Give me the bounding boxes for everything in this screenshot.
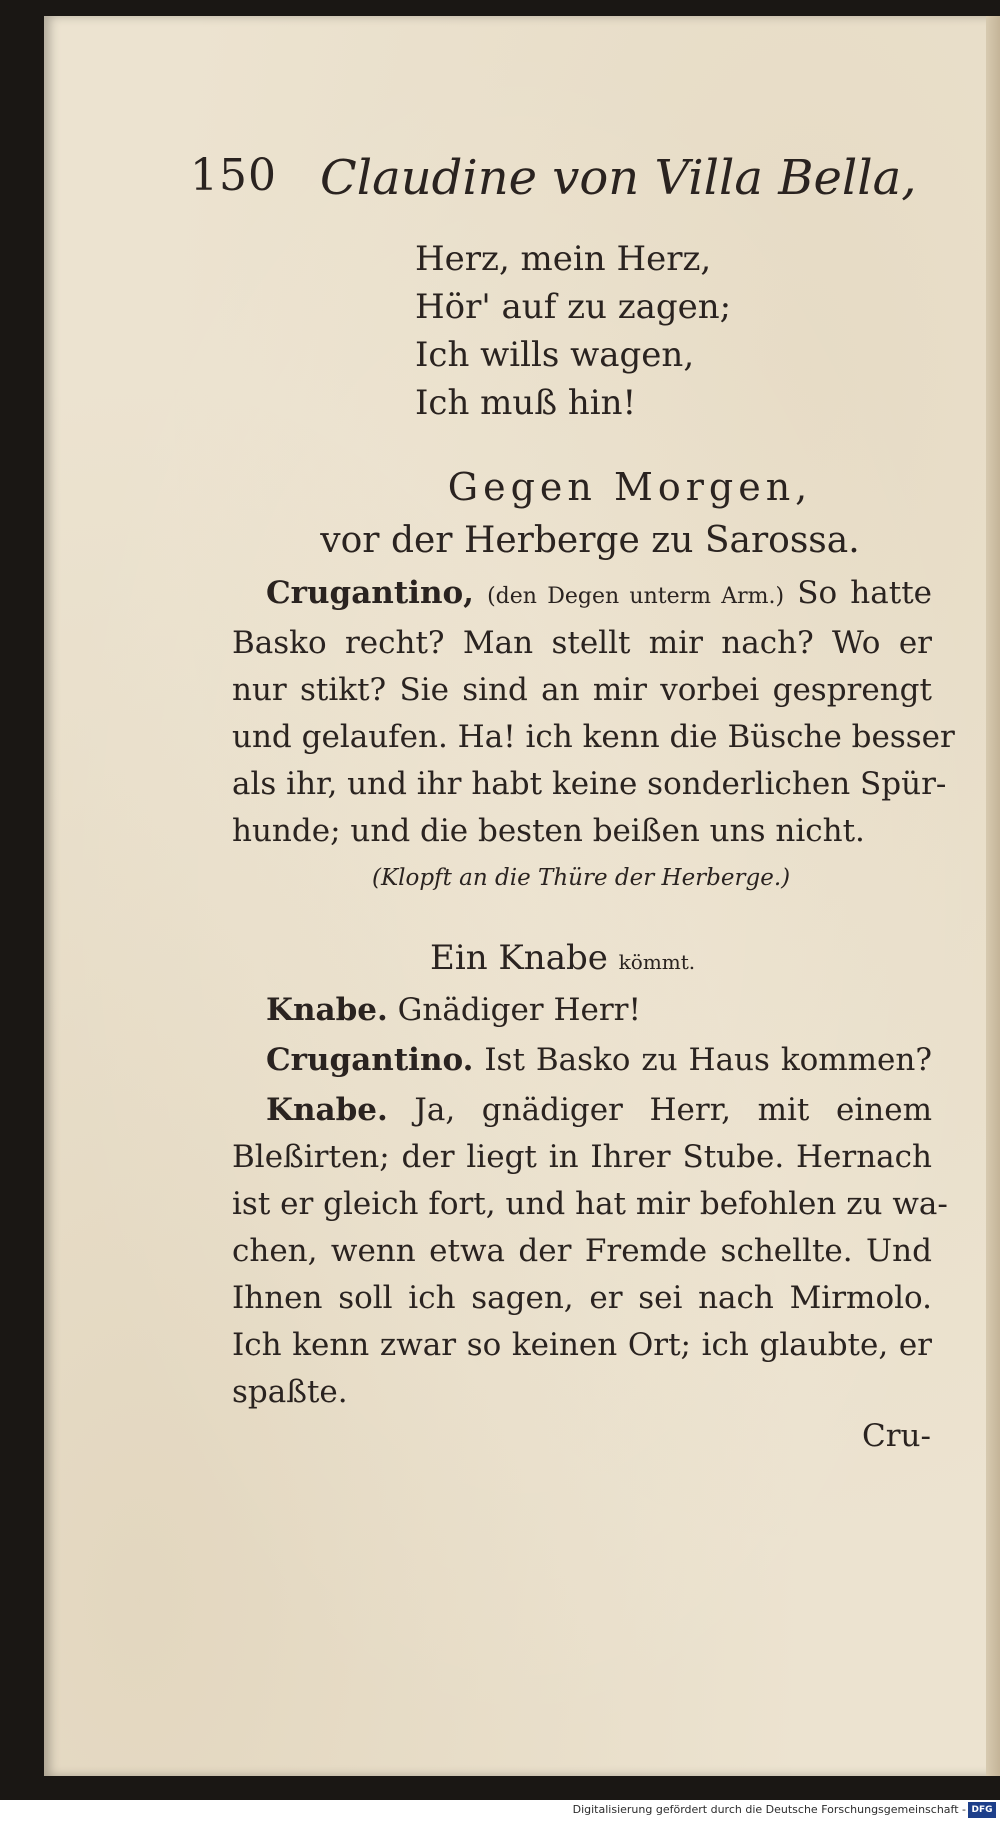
speech-line: nur stikt? Sie sind an mir vorbei gesprengt [232, 672, 932, 708]
speech-line: Bleßirten; der liegt in Ihrer Stube. Hernach [232, 1139, 932, 1175]
page-number: 150 [190, 150, 277, 201]
speech-line: und gelaufen. Ha! ich kenn die Büsche besser [232, 719, 955, 755]
speech-first-line [232, 1087, 932, 1134]
dialogue-line [232, 1037, 932, 1084]
inline-stage-direction: (den Degen unterm Arm.) [487, 584, 785, 609]
entrance-line [430, 938, 830, 978]
speech-line: Ihnen soll ich sagen, er sei nach Mirmolo. [232, 1280, 932, 1316]
running-title: Claudine von Villa Bella, [320, 150, 917, 206]
dialogue-line [232, 987, 932, 1034]
speech-line: als ihr, und ihr habt keine sonderlichen Spür- [232, 766, 947, 802]
speaker-name: Knabe. [266, 1092, 388, 1128]
speech-text: So hatte [797, 575, 933, 611]
verse-line: Ich muß hin! [415, 383, 637, 423]
speech-first-line [232, 570, 932, 620]
scene-time: Gegen Morgen, [447, 465, 813, 509]
dialogue-text: Gnädiger Herr! [397, 992, 641, 1028]
knabe-speech [232, 1087, 948, 1416]
speech-line: hunde; und die besten beißen uns nicht. [232, 813, 865, 849]
dialogue-row [232, 987, 932, 1034]
entrance-character: Ein Knabe [430, 938, 608, 978]
speech-line: chen, wenn etwa der Fremde schellte. Und [232, 1233, 932, 1269]
speech-line: Ich kenn zwar so keinen Ort; ich glaubte, er [232, 1327, 932, 1363]
page-edge [986, 16, 1000, 1776]
footer-bar [0, 1800, 1000, 1822]
verse-line: Herz, mein Herz, [415, 239, 712, 279]
speaker-name: Crugantino. [266, 1042, 474, 1078]
scene-heading [240, 460, 940, 568]
entrance-verb: kömmt. [618, 950, 696, 974]
speaker-name: Knabe. [266, 992, 388, 1028]
dialogue-row [232, 1037, 932, 1084]
speech-line: Basko recht? Man stellt mir nach? Wo er [232, 625, 932, 661]
stage-direction: (Klopft an die Thüre der Herberge.) [372, 865, 791, 891]
speech-line: ist er gleich fort, und hat mir befohlen zu wa- [232, 1186, 948, 1222]
scene-place: vor der Herberge zu Sarossa. [320, 520, 860, 561]
verse-block [415, 235, 915, 427]
dialogue-text: Ist Basko zu Haus kommen? [484, 1042, 932, 1078]
page-header [190, 150, 950, 220]
crugantino-speech [232, 570, 955, 855]
funding-credit: Digitalisierung gefördert durch die Deutsche Forschungsgemeinschaft - [572, 1803, 966, 1816]
dfg-logo: DFG [968, 1802, 996, 1818]
speech-line: spaßte. [232, 1374, 348, 1410]
verse-line: Ich wills wagen, [415, 335, 695, 375]
speaker-name: Crugantino, [266, 575, 474, 611]
verse-line: Hör' auf zu zagen; [415, 287, 732, 327]
speech-text: Ja, gnädiger Herr, mit einem [414, 1092, 932, 1128]
catchword: Cru- [862, 1418, 931, 1454]
